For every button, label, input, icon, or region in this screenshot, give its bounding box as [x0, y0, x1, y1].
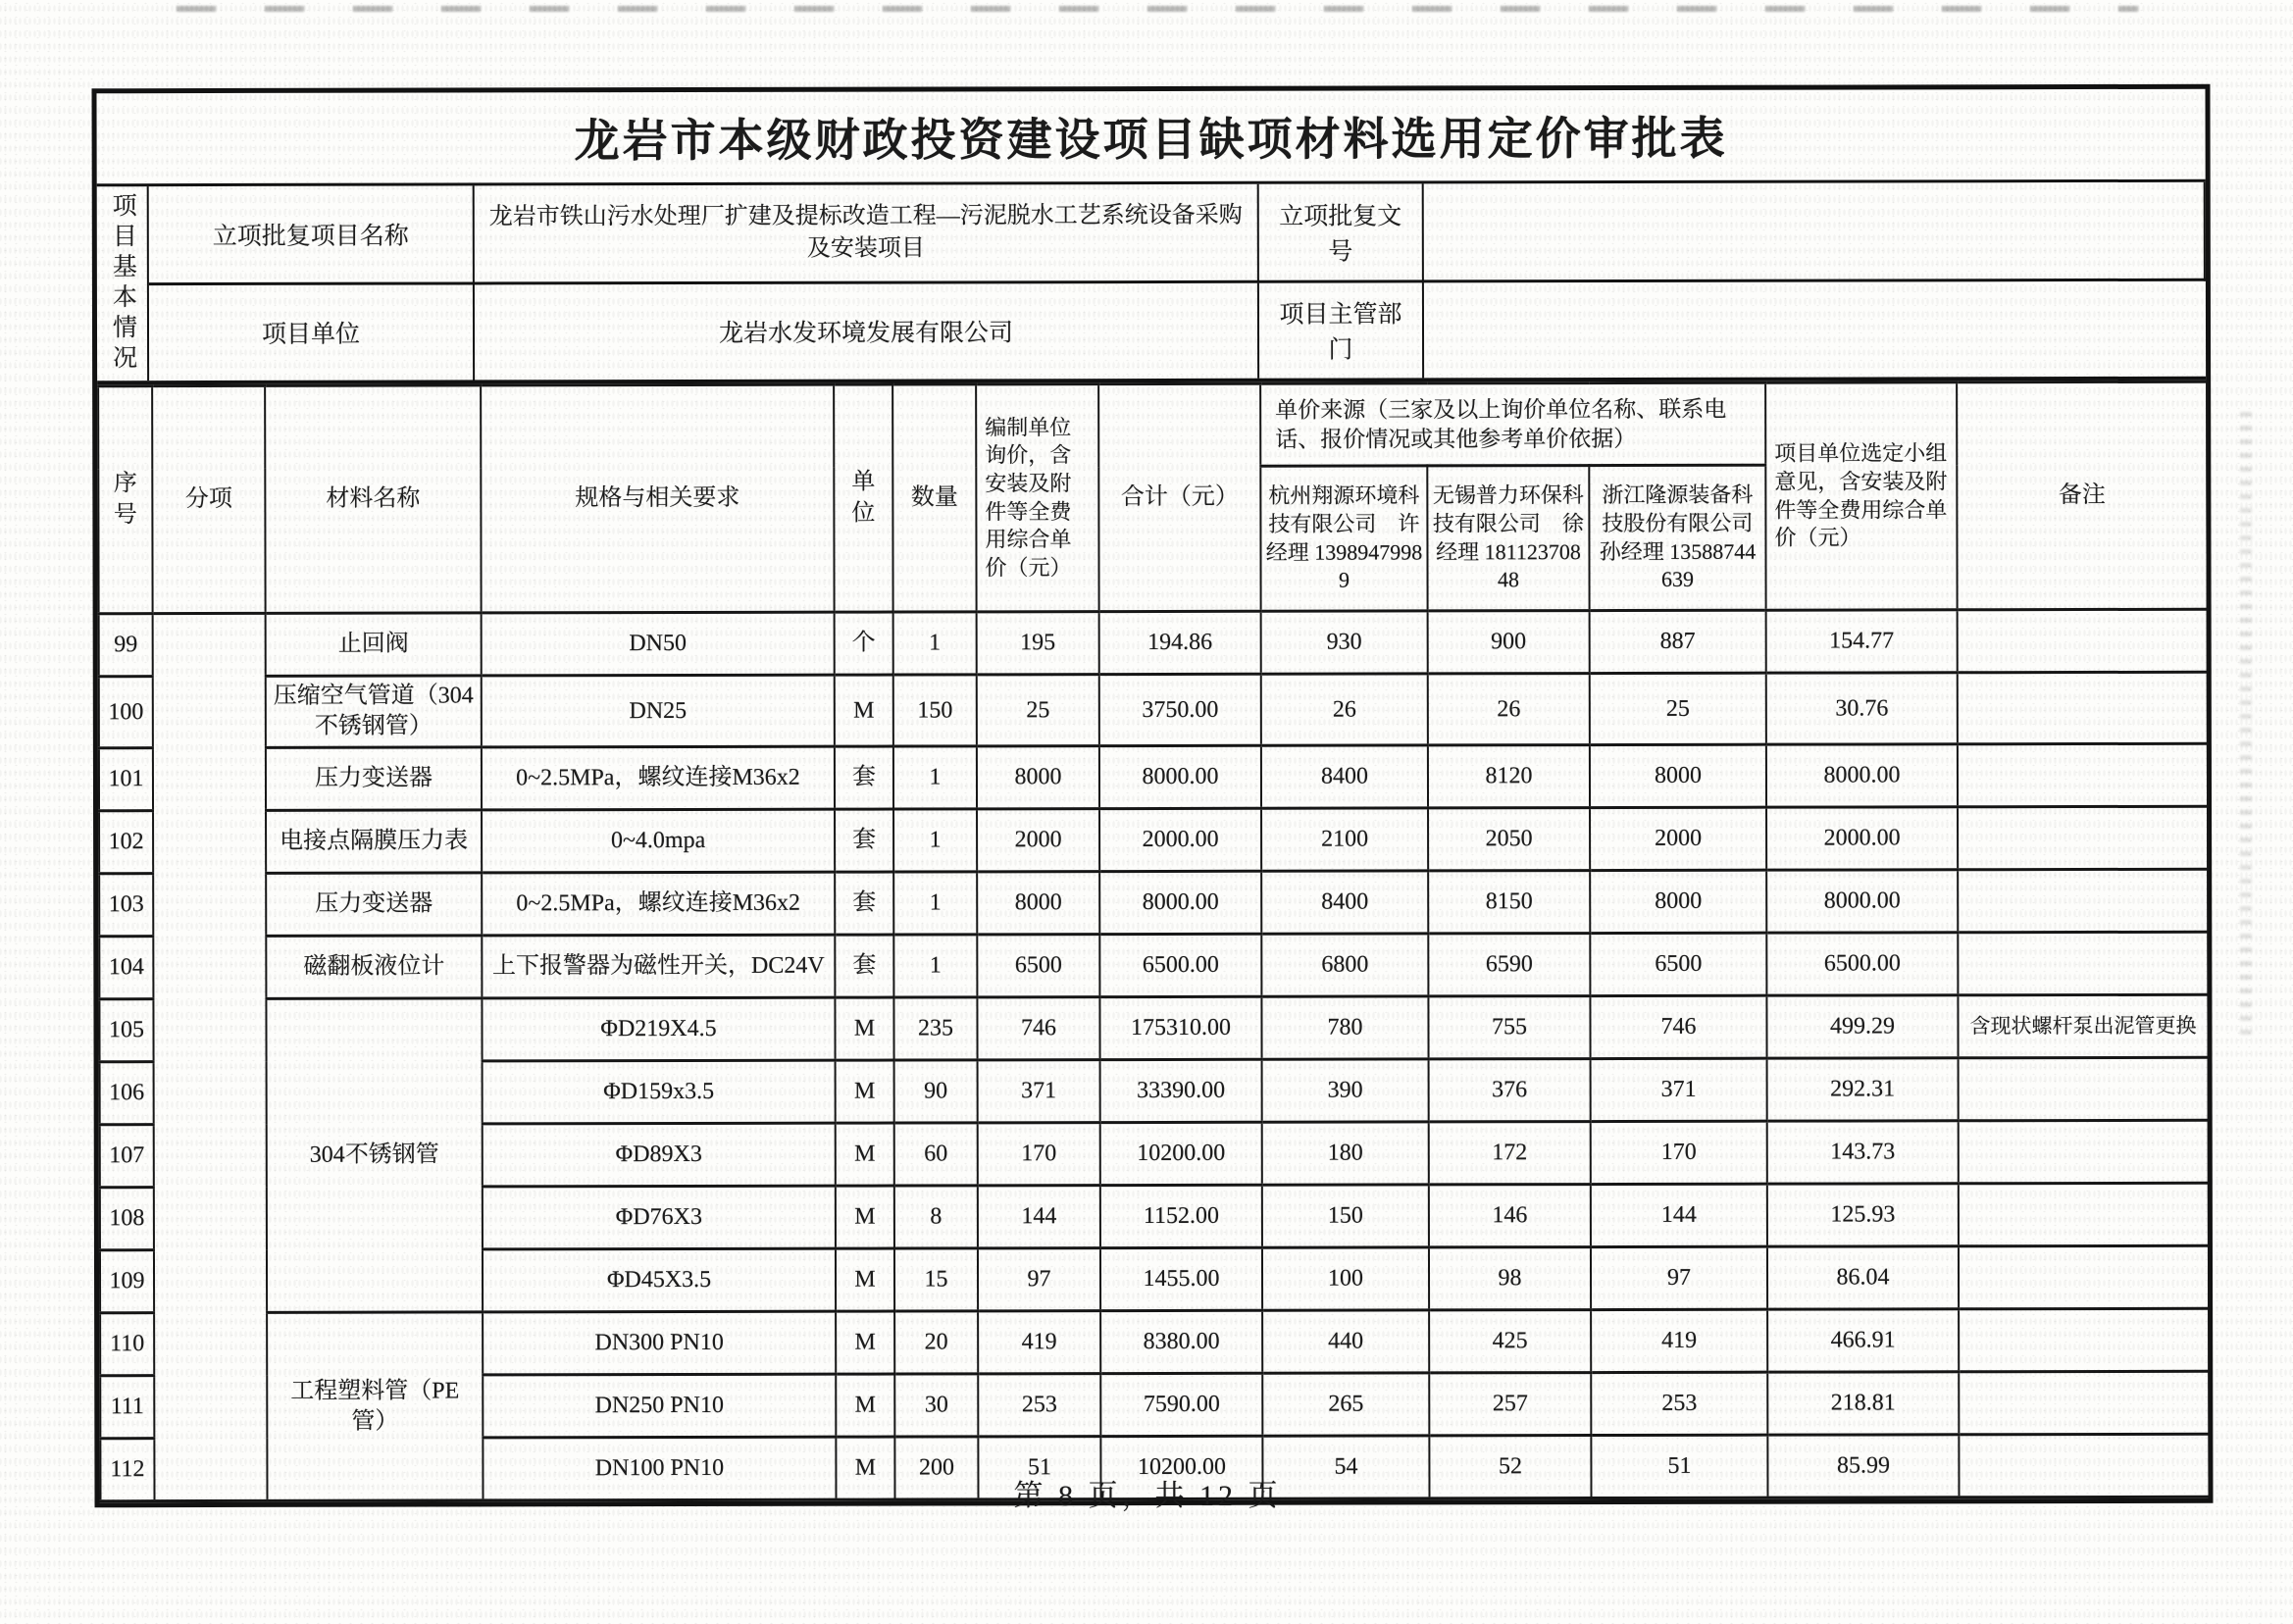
cell-decision: 86.04: [1767, 1246, 1959, 1309]
cell-spec: 0~2.5MPa，螺纹连接M36x2: [482, 747, 835, 811]
cell-decision: 143.73: [1767, 1121, 1959, 1184]
cell-total: 8000.00: [1099, 872, 1261, 935]
cell-unit-price: 419: [978, 1311, 1100, 1374]
cell-spec: DN250 PN10: [483, 1375, 836, 1439]
cell-qty: 1: [893, 746, 977, 809]
project-info-section: [97, 182, 2206, 385]
cell-spec: 0~4.0mpa: [482, 810, 835, 874]
cell-seq: 106: [100, 1062, 154, 1125]
page-title: 龙岩市本级财政投资建设项目缺项材料选用定价审批表: [96, 89, 2205, 187]
cell-seq: 100: [99, 677, 153, 748]
cell-qty: 60: [894, 1123, 978, 1186]
cell-unit: M: [836, 1311, 894, 1374]
cell-quote-2: 900: [1428, 611, 1590, 674]
table-row: [99, 672, 2208, 748]
cell-quote-3: 144: [1591, 1185, 1767, 1247]
cell-seq: 108: [100, 1188, 154, 1250]
approval-doc-no-label: 立项批复文号: [1259, 183, 1424, 282]
cell-remark: [1958, 672, 2208, 744]
cell-unit: 套: [835, 872, 893, 935]
cell-remark: [1958, 609, 2208, 673]
cell-spec: ΦD76X3: [483, 1187, 836, 1250]
cell-unit-price: 170: [978, 1123, 1100, 1186]
cell-quote-3: 25: [1590, 673, 1766, 745]
cell-quote-3: 2000: [1590, 808, 1766, 871]
cell-quote-1: 150: [1262, 1185, 1429, 1247]
cell-spec: DN50: [482, 612, 835, 676]
cell-unit-price: 8000: [977, 746, 1099, 809]
page-footer: 第 8 页，共 12 页: [1013, 1480, 1282, 1512]
cell-unit: M: [836, 1186, 894, 1248]
cell-qty: 15: [894, 1248, 978, 1311]
cell-unit-price: 746: [977, 997, 1099, 1060]
header-qty: 数量: [892, 384, 976, 612]
cell-unit: 套: [835, 809, 893, 872]
cell-spec: DN25: [482, 675, 835, 747]
cell-quote-3: 51: [1591, 1436, 1767, 1498]
cell-decision: 466.91: [1767, 1309, 1959, 1372]
cell-seq: 102: [99, 811, 153, 874]
cell-remark: [1958, 933, 2208, 996]
cell-quote-3: 170: [1591, 1122, 1767, 1185]
cell-material: 止回阀: [266, 613, 482, 676]
cell-seq: 111: [100, 1376, 154, 1439]
cell-spec: 上下报警器为磁性开关，DC24V: [482, 936, 835, 999]
cell-remark: [1959, 1246, 2209, 1310]
cell-unit: 个: [835, 612, 893, 675]
right-margin-bleedthrough-artifact: [2240, 412, 2252, 1040]
cell-decision: 499.29: [1766, 995, 1958, 1058]
cell-quote-3: 253: [1591, 1373, 1767, 1436]
cell-spec: ΦD45X3.5: [483, 1249, 836, 1313]
cell-total: 1455.00: [1100, 1248, 1262, 1311]
cell-material: 磁翻板液位计: [266, 936, 482, 998]
cell-quote-2: 425: [1429, 1310, 1591, 1373]
header-unit-price: 编制单位询价，含安装及附件等全费用综合单价（元）: [976, 384, 1098, 612]
cell-spec: DN300 PN10: [483, 1312, 836, 1376]
cell-unit-price: 25: [977, 675, 1099, 747]
cell-unit: M: [836, 1123, 894, 1186]
table-row: [99, 807, 2208, 875]
cell-decision: 30.76: [1766, 673, 1958, 745]
header-subitem: 分项: [152, 385, 265, 613]
cell-remark: [1959, 1184, 2209, 1247]
cell-qty: 1: [893, 809, 977, 872]
cell-unit-price: 6500: [977, 935, 1099, 997]
cell-quote-1: 26: [1261, 674, 1428, 746]
cell-quote-3: 97: [1591, 1247, 1767, 1310]
table-row: [99, 995, 2208, 1063]
cell-decision: 218.81: [1767, 1372, 1959, 1435]
cell-quote-3: 8000: [1590, 871, 1766, 934]
cell-quote-1: 780: [1261, 996, 1428, 1059]
cell-remark: [1959, 1121, 2209, 1185]
cell-quote-3: 419: [1591, 1310, 1767, 1373]
approval-doc-no-value: [1424, 182, 2206, 282]
cell-seq: 112: [100, 1439, 154, 1501]
cell-unit: M: [835, 675, 893, 747]
cell-quote-1: 8400: [1261, 745, 1428, 808]
cell-quote-1: 100: [1262, 1247, 1429, 1310]
cell-quote-2: 6590: [1428, 934, 1590, 996]
cell-unit-price: 144: [978, 1186, 1100, 1248]
cell-spec: DN100 PN10: [483, 1438, 836, 1501]
cell-decision: 292.31: [1767, 1058, 1959, 1121]
cell-quote-2: 146: [1429, 1185, 1591, 1247]
cell-seq: 110: [100, 1313, 154, 1376]
cell-quote-2: 8150: [1428, 871, 1590, 934]
cell-total: 7590.00: [1100, 1374, 1262, 1437]
cell-total: 194.86: [1099, 611, 1261, 674]
cell-decision: 8000.00: [1766, 870, 1958, 933]
competent-dept-value: [1424, 280, 2206, 378]
table-row: [99, 870, 2208, 938]
cell-quote-1: 440: [1262, 1310, 1429, 1373]
cell-quote-2: 2050: [1428, 808, 1590, 871]
cell-remark: [1958, 870, 2208, 934]
cell-decision: 154.77: [1766, 610, 1958, 673]
cell-seq: 103: [99, 874, 153, 937]
cell-quote-3: 887: [1590, 610, 1766, 673]
cell-unit-price: 371: [978, 1060, 1100, 1123]
cell-material: 压力变送器: [266, 747, 482, 810]
cell-remark: [1958, 744, 2208, 808]
table-row: [99, 933, 2208, 1000]
cell-quote-3: 8000: [1590, 745, 1766, 808]
cell-quote-1: 2100: [1261, 808, 1428, 871]
cell-unit-price: 97: [978, 1248, 1100, 1311]
cell-quote-2: 8120: [1428, 745, 1590, 808]
cell-qty: 1: [893, 612, 977, 675]
materials-table: [97, 381, 2210, 1503]
cell-total: 33390.00: [1100, 1060, 1262, 1123]
cell-decision: 8000.00: [1766, 744, 1958, 807]
cell-qty: 200: [894, 1437, 978, 1499]
cell-remark: [1959, 1309, 2209, 1373]
cell-seq: 109: [100, 1250, 154, 1313]
cell-qty: 20: [894, 1311, 978, 1374]
cell-quote-1: 180: [1262, 1122, 1429, 1185]
materials-tbody: [99, 609, 2210, 1501]
header-spec: 规格与相关要求: [481, 384, 834, 613]
cell-total: 10200.00: [1100, 1437, 1262, 1499]
cell-seq: 105: [99, 999, 153, 1062]
cell-quote-2: 172: [1429, 1122, 1591, 1185]
cell-unit: M: [836, 1374, 894, 1437]
cell-unit: M: [835, 997, 893, 1060]
cell-unit-price: 8000: [977, 872, 1099, 935]
cell-unit-price: 253: [978, 1374, 1100, 1437]
cell-seq: 99: [99, 614, 153, 677]
cell-quote-1: 930: [1261, 611, 1428, 674]
cell-quote-3: 746: [1590, 996, 1766, 1059]
project-name-label: 立项批复项目名称: [149, 185, 475, 284]
cell-remark: [1958, 807, 2208, 871]
cell-quote-2: 376: [1429, 1059, 1591, 1122]
cell-material: 工程塑料管（PE管）: [267, 1312, 483, 1500]
cell-qty: 1: [893, 935, 977, 997]
project-unit-label: 项目单位: [149, 284, 475, 381]
cell-remark: [1959, 1058, 2209, 1122]
cell-total: 8380.00: [1100, 1311, 1262, 1374]
cell-quote-2: 26: [1428, 674, 1590, 746]
table-row: [99, 609, 2208, 677]
cell-qty: 235: [893, 997, 977, 1060]
cell-total: 6500.00: [1099, 935, 1261, 997]
cell-remark: [1959, 1372, 2209, 1436]
cell-unit-price: 195: [977, 612, 1099, 675]
cell-quote-3: 6500: [1590, 934, 1766, 996]
cell-qty: 90: [894, 1060, 978, 1123]
cell-quote-1: 6800: [1261, 934, 1428, 996]
cell-spec: ΦD219X4.5: [482, 998, 835, 1062]
header-supplier-3: 浙江隆源装备科技股份有限公司 孙经理 13588744639: [1589, 465, 1765, 610]
cell-unit-price: 2000: [977, 809, 1099, 872]
header-total: 合计（元）: [1098, 383, 1260, 611]
cell-unit: M: [836, 1437, 894, 1499]
scan-top-edge-artifact: [177, 6, 2138, 12]
cell-unit: 套: [835, 935, 893, 997]
cell-total: 175310.00: [1099, 997, 1261, 1060]
cell-qty: 150: [893, 675, 977, 747]
cell-unit: M: [836, 1060, 894, 1123]
cell-quote-3: 371: [1591, 1059, 1767, 1122]
table-row: [99, 744, 2208, 812]
table-row: [100, 1309, 2209, 1377]
header-supplier-2: 无锡普力环保科技有限公司 徐经理 18112370848: [1427, 466, 1589, 611]
cell-seq: 101: [99, 748, 153, 811]
cell-quote-2: 257: [1429, 1373, 1591, 1436]
cell-quote-2: 98: [1429, 1247, 1591, 1310]
header-price-source-group: 单价来源（三家及以上询价单位名称、联系电话、报价情况或其他参考单价依据）: [1260, 382, 1765, 466]
cell-unit: 套: [835, 746, 893, 809]
cell-total: 10200.00: [1100, 1123, 1262, 1186]
header-decision: 项目单位选定小组意见，含安装及附件等全费用综合单价（元）: [1765, 382, 1957, 610]
cell-decision: 85.99: [1767, 1435, 1959, 1497]
project-unit-value: 龙岩水发环境发展有限公司: [475, 282, 1259, 380]
cell-decision: 6500.00: [1766, 933, 1958, 995]
cell-spec: 0~2.5MPa，螺纹连接M36x2: [482, 873, 835, 937]
cell-spec: ΦD159x3.5: [483, 1061, 836, 1125]
header-material: 材料名称: [265, 385, 481, 613]
scanned-approval-form: [91, 84, 2213, 1508]
cell-quote-1: 54: [1262, 1436, 1429, 1498]
cell-unit: M: [836, 1248, 894, 1311]
cell-quote-2: 755: [1428, 996, 1590, 1059]
header-remark: 备注: [1957, 381, 2207, 610]
cell-qty: 8: [894, 1186, 978, 1248]
cell-total: 1152.00: [1100, 1186, 1262, 1248]
cell-subitem: [153, 613, 268, 1501]
competent-dept-label: 项目主管部门: [1259, 282, 1424, 379]
cell-material: 电接点隔膜压力表: [266, 810, 482, 873]
cell-quote-2: 52: [1429, 1436, 1591, 1498]
cell-material: 压力变送器: [266, 873, 482, 936]
cell-total: 3750.00: [1099, 674, 1261, 746]
cell-qty: 30: [894, 1374, 978, 1437]
cell-quote-1: 265: [1262, 1373, 1429, 1436]
cell-decision: 125.93: [1767, 1184, 1959, 1246]
header-unit: 单位: [834, 384, 892, 612]
cell-spec: ΦD89X3: [483, 1124, 836, 1188]
cell-seq: 107: [100, 1125, 154, 1188]
header-seq: 序号: [98, 386, 152, 614]
cell-material: 压缩空气管道（304不锈钢管）: [266, 676, 482, 748]
info-side-label: 项目基本情况: [97, 186, 149, 381]
cell-total: 8000.00: [1099, 746, 1261, 809]
cell-decision: 2000.00: [1766, 807, 1958, 870]
cell-total: 2000.00: [1099, 809, 1261, 872]
cell-qty: 1: [893, 872, 977, 935]
project-name-value: 龙岩市铁山污水处理厂扩建及提标改造工程—污泥脱水工艺系统设备采购及安装项目: [475, 184, 1259, 284]
cell-quote-1: 390: [1262, 1059, 1429, 1122]
cell-material: 304不锈钢管: [266, 998, 483, 1312]
header-supplier-1: 杭州翔源环境科技有限公司 许经理 13989479989: [1260, 466, 1427, 611]
cell-seq: 104: [99, 937, 153, 999]
cell-remark: 含现状螺杆泵出泥管更换: [1958, 995, 2208, 1059]
cell-unit-price: 51: [978, 1437, 1100, 1499]
cell-quote-1: 8400: [1261, 871, 1428, 934]
